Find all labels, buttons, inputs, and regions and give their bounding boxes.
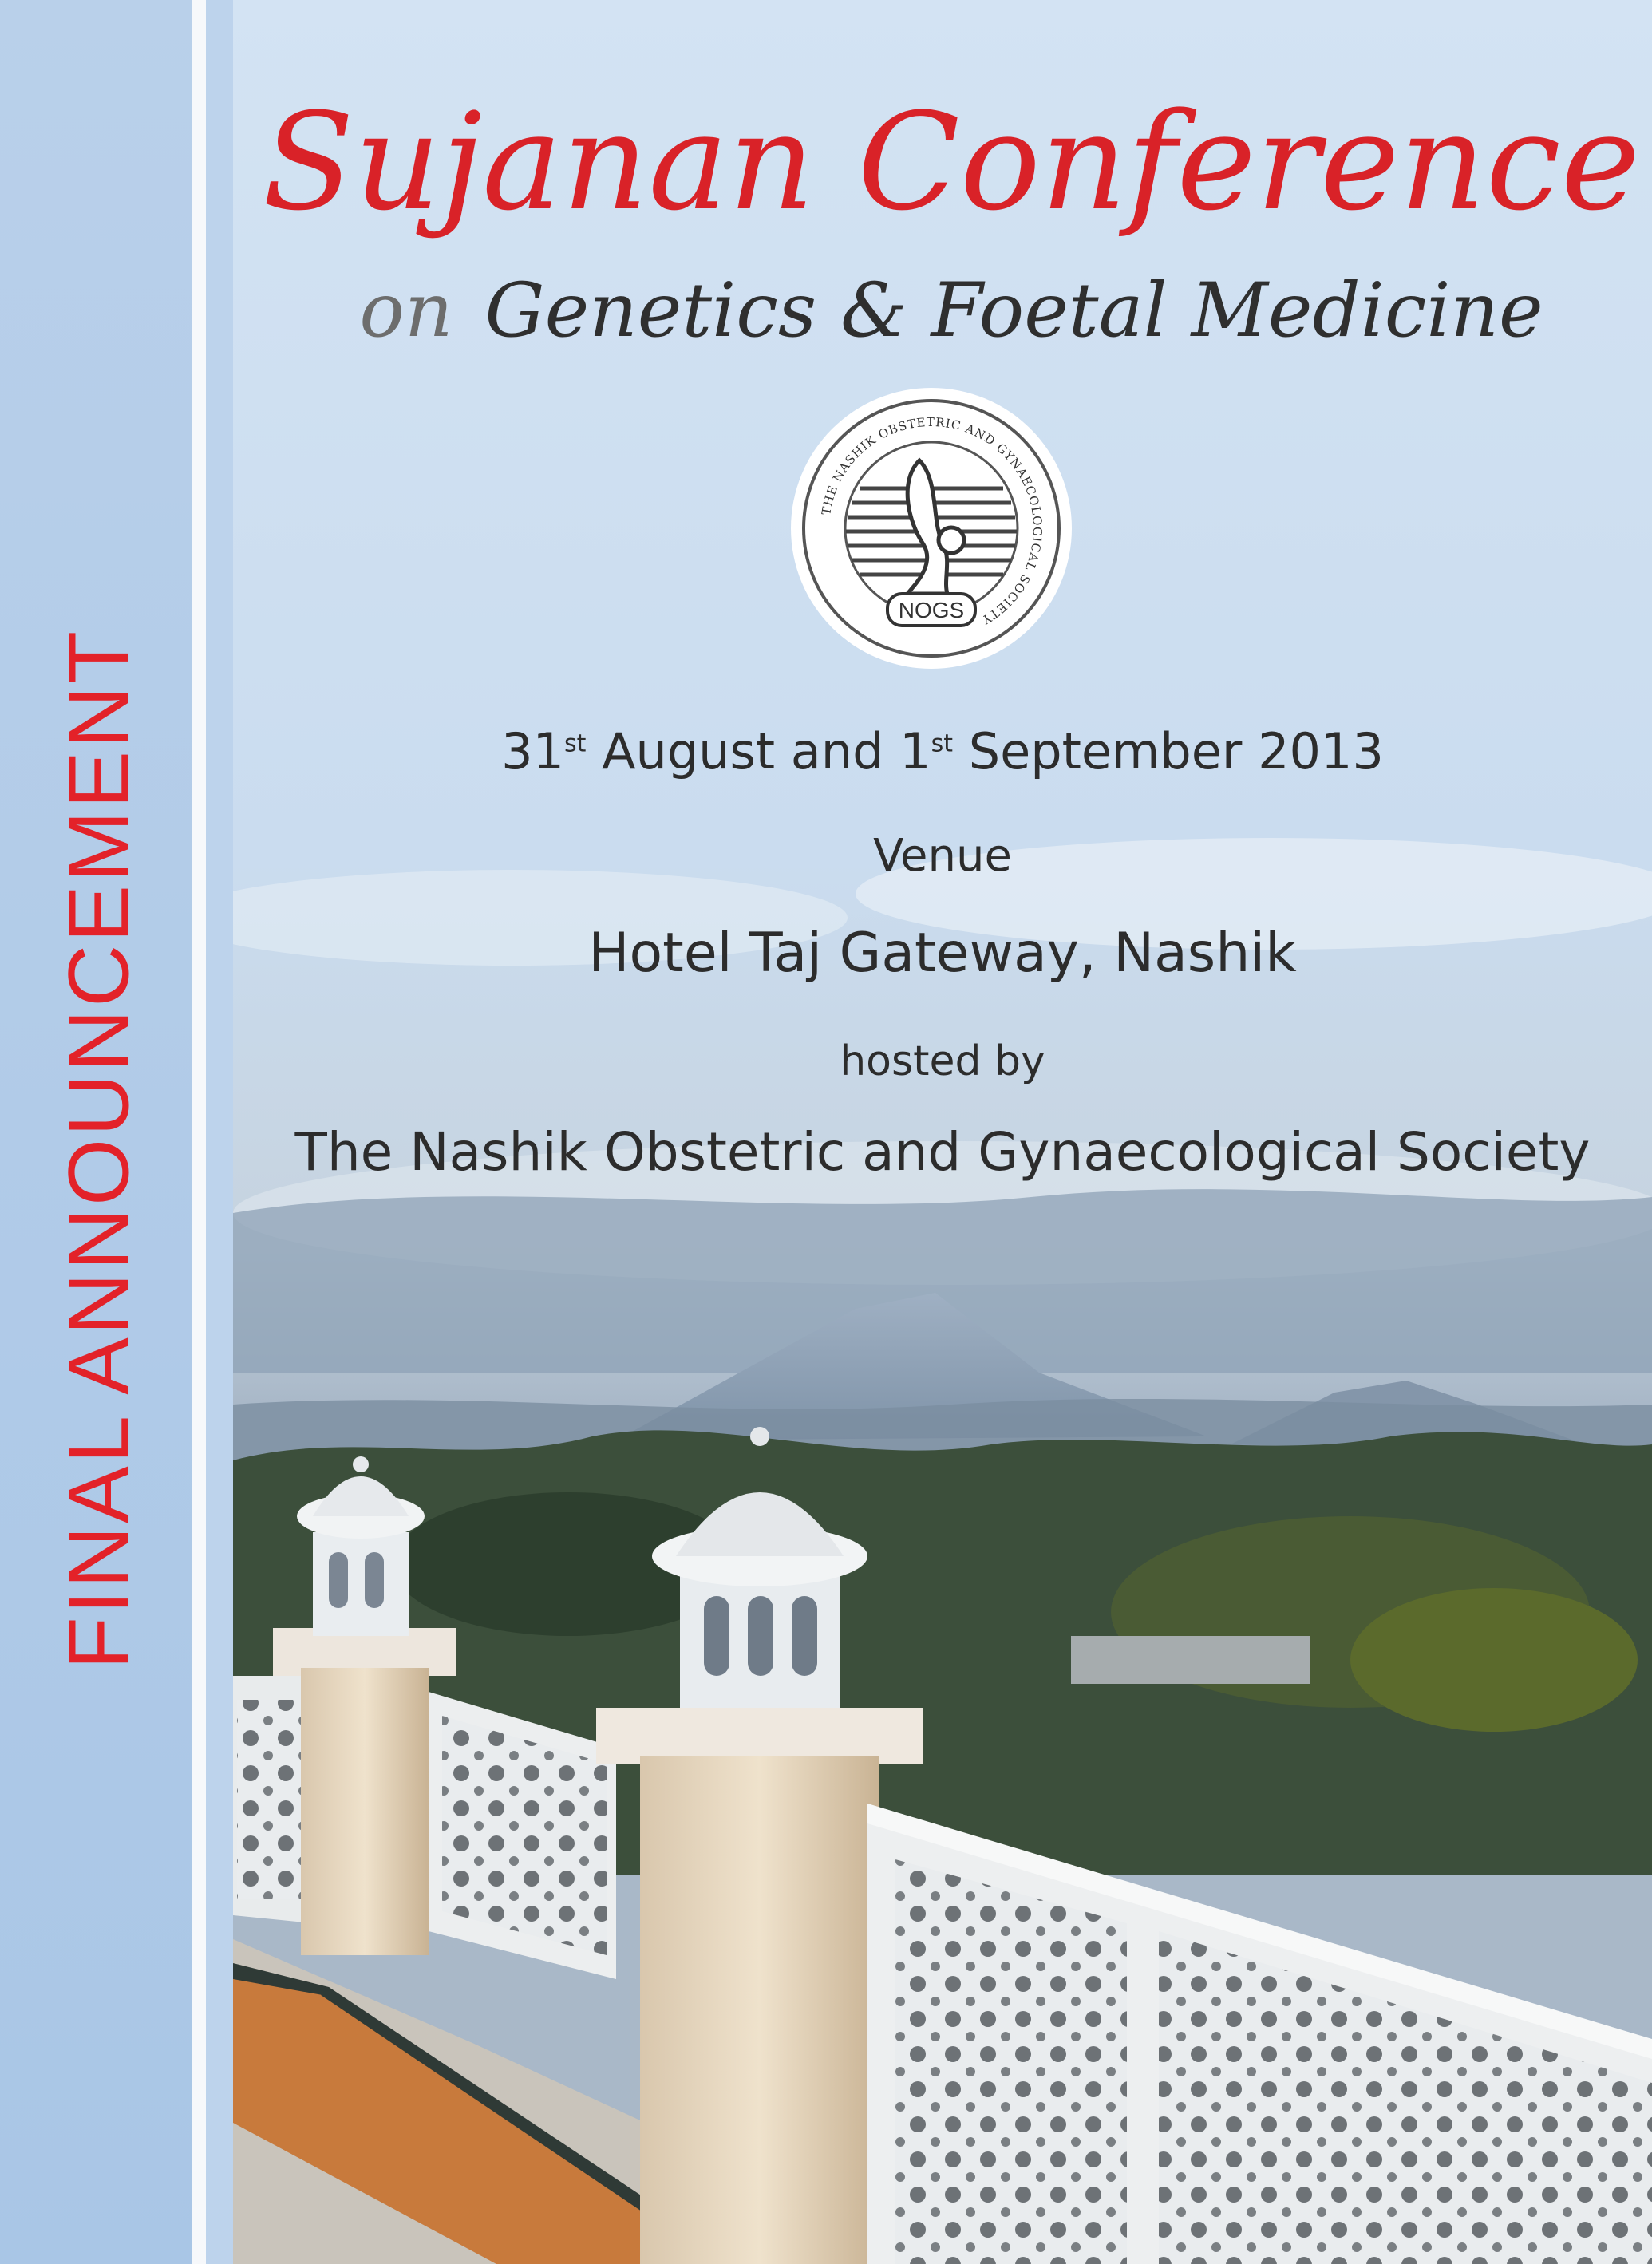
conference-subtitle (257, 267, 1646, 354)
subtitle-prefix: on (359, 267, 453, 354)
seal-ring-text: THE NASHIK OBSTETRIC AND GYNAECOLOGICAL SOCIETY (819, 414, 1045, 628)
venue-label: Venue (873, 830, 1012, 882)
event-dates: 31st August and 1st September 2013 (501, 722, 1384, 780)
sidebar-band (0, 0, 192, 2264)
nogs-society-seal (788, 385, 1075, 672)
hosted-by-label: hosted by (840, 1037, 1045, 1085)
subtitle-main: Genetics & Foetal Medicine (484, 267, 1543, 354)
poster-panel (233, 0, 1652, 2264)
sidebar-divider (192, 0, 206, 2264)
venue-name: Hotel Taj Gateway, Nashik (588, 922, 1297, 985)
sidebar-strip (206, 0, 233, 2264)
final-announcement-label: FINAL ANNOUNCEMENT (49, 628, 147, 1670)
conference-title: Sujanan Conference (262, 84, 1641, 240)
seal-abbreviation: NOGS (898, 598, 965, 622)
host-society: The Nashik Obstetric and Gynaecological Society (294, 1121, 1591, 1183)
